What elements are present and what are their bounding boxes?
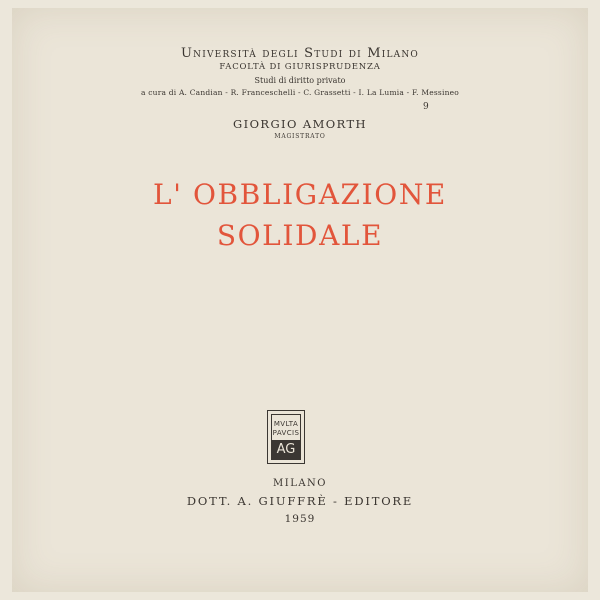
imprint-city: MILANO — [273, 478, 327, 489]
series-editors: a cura di A. Candian - R. Franceschelli - C. Grassetti - I. La Lumia - F. Messineo — [141, 88, 459, 97]
author-name: GIORGIO AMORTH — [233, 117, 367, 131]
publisher-mark-initials: AG — [271, 440, 301, 460]
imprint-year: 1959 — [284, 513, 316, 525]
author-role: MAGISTRATO — [274, 133, 326, 140]
series-name: Studi di diritto privato — [254, 76, 346, 85]
book-title-line-2: SOLIDALE — [216, 219, 384, 252]
publisher-mark-motto-2: PAVCIS — [272, 429, 300, 437]
book-title-line-1: L' OBBLIGAZIONE — [153, 178, 447, 211]
faculty-name: FACOLTÀ DI GIURISPRUDENZA — [219, 62, 381, 72]
publisher-mark-motto-1: MVLTA — [273, 420, 299, 428]
publisher-mark-logo — [267, 410, 305, 464]
university-name: Università degli Studi di Milano — [180, 46, 420, 61]
volume-number: 9 — [423, 102, 429, 112]
imprint-publisher: DOTT. A. GIUFFRÈ - EDITORE — [186, 494, 414, 508]
